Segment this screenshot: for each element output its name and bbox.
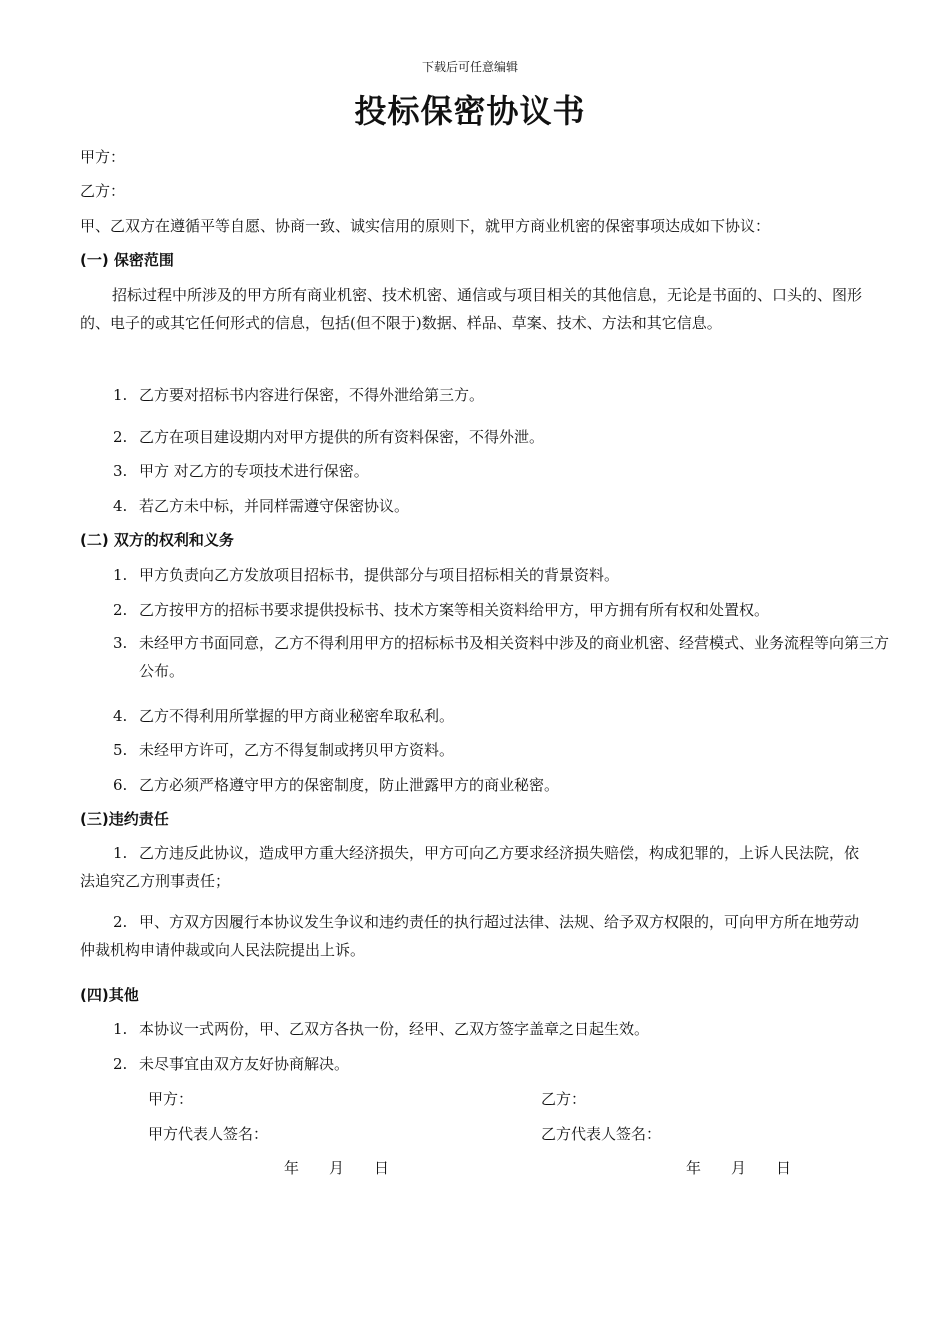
signature-rep-b: 乙方代表人签名：	[541, 1125, 662, 1143]
list-item	[113, 739, 454, 760]
list-item	[113, 1053, 349, 1074]
list-text: 乙方要对招标书内容进行保密，不得外泄给第三方。	[139, 386, 485, 404]
list-item	[113, 629, 894, 685]
list-number: 3.	[113, 634, 128, 652]
list-number: 4.	[113, 707, 128, 725]
list-number: 1.	[113, 386, 128, 404]
list-number: 1.	[113, 844, 128, 862]
list-item	[113, 599, 769, 620]
list-number: 2.	[113, 428, 128, 446]
party-b-line: 乙方：	[80, 182, 126, 200]
list-item	[80, 908, 865, 964]
section-heading-rights: (二) 双方的权利和义务	[80, 531, 234, 549]
intro-paragraph: 甲、乙双方在遵循平等自愿、协商一致、诚实信用的原则下，就甲方商业机密的保密事项达成如下协议：	[80, 217, 771, 235]
list-number: 3.	[113, 462, 128, 480]
list-text: 甲方 对乙方的专项技术进行保密。	[139, 462, 369, 480]
scope-paragraph: 招标过程中所涉及的甲方所有商业机密、技术机密、通信或与项目相关的其他信息，无论是书面的、口头的、图形的、电子的或其它任何形式的信息，包括(但不限于)数据、样品、草案、技术、方法和其它信息。	[80, 286, 863, 332]
list-item	[113, 495, 409, 516]
list-number: 2.	[113, 1055, 128, 1073]
list-item	[113, 564, 619, 585]
list-number: 6.	[113, 776, 128, 794]
list-text: 若乙方未中标，并同样需遵守保密协议。	[139, 497, 410, 515]
list-text: 甲、方双方因履行本协议发生争议和违约责任的执行超过法律、法规、给予双方权限的，可向甲方所在地劳动仲裁机构申请仲裁或向人民法院提出上诉。	[80, 913, 860, 959]
list-text: 本协议一式两份，甲、乙双方各执一份，经甲、乙双方签字盖章之日起生效。	[139, 1020, 650, 1038]
list-text: 乙方按甲方的招标书要求提供投标书、技术方案等相关资料给甲方，甲方拥有所有权和处置权。	[139, 601, 770, 619]
list-item	[113, 1018, 649, 1039]
list-item	[80, 839, 865, 895]
party-a-line: 甲方：	[80, 148, 126, 166]
section-heading-other: (四)其他	[80, 986, 139, 1004]
signature-date-b: 年 月 日	[686, 1159, 792, 1177]
list-text: 未经甲方书面同意，乙方不得利用甲方的招标标书及相关资料中涉及的商业机密、经营模式、业务流程等向第三方公布。	[139, 634, 890, 680]
signature-party-b: 乙方：	[541, 1090, 587, 1108]
list-item	[113, 460, 369, 481]
signature-rep-a: 甲方代表人签名：	[148, 1125, 269, 1143]
list-item	[113, 426, 544, 447]
list-text: 乙方必须严格遵守甲方的保密制度，防止泄露甲方的商业秘密。	[139, 776, 560, 794]
list-item	[113, 774, 559, 795]
list-number: 1.	[113, 566, 128, 584]
signature-party-a: 甲方：	[148, 1090, 194, 1108]
list-number: 1.	[113, 1020, 128, 1038]
list-text: 甲方负责向乙方发放项目招标书，提供部分与项目招标相关的背景资料。	[139, 566, 620, 584]
list-item	[113, 384, 484, 405]
list-number: 4.	[113, 497, 128, 515]
section-heading-liability: (三)违约责任	[80, 810, 169, 828]
list-number: 5.	[113, 741, 128, 759]
list-number: 2.	[113, 601, 128, 619]
list-text: 未尽事宜由双方友好协商解决。	[139, 1055, 350, 1073]
header-note: 下载后可任意编辑	[421, 60, 518, 74]
list-text: 乙方违反此协议，造成甲方重大经济损失，甲方可向乙方要求经济损失赔偿，构成犯罪的，上诉人民法院，依法追究乙方刑事责任；	[80, 844, 860, 890]
list-item	[113, 705, 454, 726]
list-text: 乙方在项目建设期内对甲方提供的所有资料保密，不得外泄。	[139, 428, 545, 446]
list-text: 乙方不得利用所掌握的甲方商业秘密牟取私利。	[139, 707, 455, 725]
document-title: 投标保密协议书	[354, 92, 586, 130]
list-number: 2.	[113, 913, 128, 931]
section-heading-scope: (一) 保密范围	[80, 251, 174, 269]
signature-date-a: 年 月 日	[284, 1159, 390, 1177]
list-text: 未经甲方许可，乙方不得复制或拷贝甲方资料。	[139, 741, 455, 759]
